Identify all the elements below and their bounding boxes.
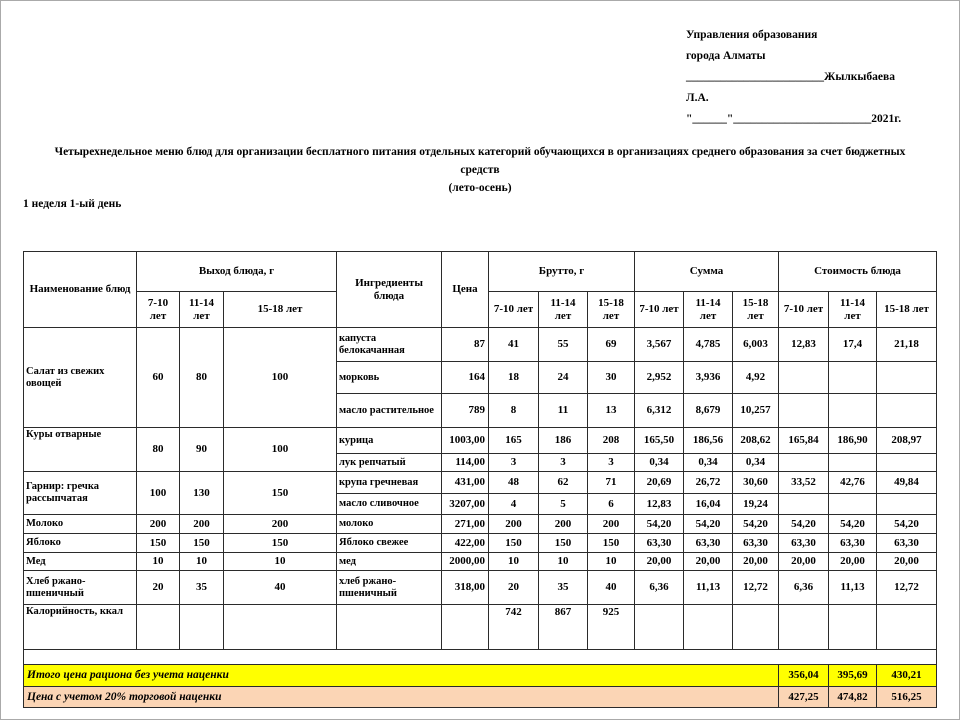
cost-cell: 11,13 — [829, 571, 877, 605]
yield-cell: 100 — [224, 328, 337, 428]
summary-value-cell: 427,25 — [779, 687, 829, 708]
sum-cell: 20,00 — [733, 553, 779, 571]
approval-line: Управления образования — [686, 29, 818, 41]
col-header-cost: Стоимость блюда — [779, 252, 937, 292]
dish-cell: Куры отварные — [24, 428, 137, 472]
yield-cell: 200 — [137, 515, 180, 534]
sum-cell — [733, 605, 779, 650]
age-header: 15-18 лет — [588, 292, 635, 328]
summary-value-cell: 356,04 — [779, 665, 829, 687]
ingredient-cell: лук репчатый — [337, 454, 442, 472]
sum-cell: 20,00 — [635, 553, 684, 571]
summary-label-cell: Итого цена рациона без учета наценки — [24, 665, 779, 687]
brutto-cell: 55 — [539, 328, 588, 362]
yield-cell: 100 — [224, 428, 337, 472]
brutto-cell: 208 — [588, 428, 635, 454]
cost-cell — [829, 605, 877, 650]
brutto-cell: 10 — [489, 553, 539, 571]
cost-cell — [829, 454, 877, 472]
brutto-cell: 18 — [489, 362, 539, 394]
sum-cell: 63,30 — [733, 534, 779, 553]
sum-cell: 3,936 — [684, 362, 733, 394]
price-cell: 3207,00 — [442, 494, 489, 515]
brutto-cell: 30 — [588, 362, 635, 394]
yield-cell: 10 — [224, 553, 337, 571]
sum-cell: 8,679 — [684, 394, 733, 428]
dish-cell: Яблоко — [24, 534, 137, 553]
brutto-cell: 150 — [539, 534, 588, 553]
ingredient-cell: крупа гречневая — [337, 472, 442, 494]
sum-cell: 19,24 — [733, 494, 779, 515]
yield-cell: 10 — [180, 553, 224, 571]
table-row — [24, 534, 937, 553]
brutto-cell: 48 — [489, 472, 539, 494]
approval-line: ________________________Жылкыбаева — [686, 71, 895, 83]
yield-cell: 80 — [137, 428, 180, 472]
yield-cell: 150 — [137, 534, 180, 553]
cost-cell: 49,84 — [877, 472, 937, 494]
table-row — [24, 428, 937, 454]
approval-line: Л.А. — [686, 92, 709, 104]
dish-cell: Гарнир: гречка рассыпчатая — [24, 472, 137, 515]
sum-cell: 11,13 — [684, 571, 733, 605]
ingredient-cell: мед — [337, 553, 442, 571]
ingredient-cell: капуста белокачанная — [337, 328, 442, 362]
ingredient-cell: молоко — [337, 515, 442, 534]
cost-cell: 12,83 — [779, 328, 829, 362]
cost-cell — [779, 454, 829, 472]
ingredient-cell: масло сливочное — [337, 494, 442, 515]
sum-cell — [684, 605, 733, 650]
sum-cell — [635, 605, 684, 650]
price-cell: 431,00 — [442, 472, 489, 494]
col-header-ingredients: Ингредиенты блюда — [337, 252, 442, 328]
cost-cell — [779, 494, 829, 515]
table-row — [24, 553, 937, 571]
age-header: 11-14 лет — [684, 292, 733, 328]
cost-cell: 54,20 — [829, 515, 877, 534]
summary-value-cell: 430,21 — [877, 665, 937, 687]
cost-cell: 63,30 — [877, 534, 937, 553]
sum-cell: 0,34 — [635, 454, 684, 472]
price-cell: 271,00 — [442, 515, 489, 534]
sum-cell: 10,257 — [733, 394, 779, 428]
table-row — [24, 515, 937, 534]
summary-value-cell: 395,69 — [829, 665, 877, 687]
cost-cell: 63,30 — [779, 534, 829, 553]
cost-cell: 20,00 — [779, 553, 829, 571]
yield-cell: 35 — [180, 571, 224, 605]
cost-cell: 12,72 — [877, 571, 937, 605]
brutto-cell: 6 — [588, 494, 635, 515]
brutto-cell: 150 — [489, 534, 539, 553]
yield-cell: 80 — [180, 328, 224, 428]
price-cell: 422,00 — [442, 534, 489, 553]
cost-cell: 54,20 — [877, 515, 937, 534]
sum-cell: 4,785 — [684, 328, 733, 362]
brutto-cell: 62 — [539, 472, 588, 494]
cost-cell: 20,00 — [877, 553, 937, 571]
yield-cell: 60 — [137, 328, 180, 428]
brutto-cell: 3 — [588, 454, 635, 472]
sum-cell: 54,20 — [733, 515, 779, 534]
cost-cell — [877, 494, 937, 515]
age-header: 7-10 лет — [489, 292, 539, 328]
sum-cell: 6,36 — [635, 571, 684, 605]
brutto-cell: 3 — [489, 454, 539, 472]
ingredient-cell: курица — [337, 428, 442, 454]
table-row — [24, 328, 937, 362]
price-cell: 164 — [442, 362, 489, 394]
brutto-cell: 3 — [539, 454, 588, 472]
brutto-cell: 20 — [489, 571, 539, 605]
document-title — [41, 143, 919, 197]
yield-cell: 100 — [137, 472, 180, 515]
summary-label-cell: Цена с учетом 20% торговой наценки — [24, 687, 779, 708]
approval-block — [686, 25, 926, 130]
sum-cell: 20,00 — [684, 553, 733, 571]
brutto-cell: 10 — [539, 553, 588, 571]
brutto-cell: 8 — [489, 394, 539, 428]
cost-cell — [877, 605, 937, 650]
yield-cell: 90 — [180, 428, 224, 472]
age-header: 11-14 лет — [180, 292, 224, 328]
sum-cell: 4,92 — [733, 362, 779, 394]
cost-cell — [829, 494, 877, 515]
price-cell: 114,00 — [442, 454, 489, 472]
col-header-price: Цена — [442, 252, 489, 328]
cost-cell — [779, 394, 829, 428]
yield-cell: 200 — [180, 515, 224, 534]
price-cell: 789 — [442, 394, 489, 428]
sum-cell: 20,69 — [635, 472, 684, 494]
age-header: 7-10 лет — [137, 292, 180, 328]
cost-cell: 54,20 — [779, 515, 829, 534]
brutto-cell: 200 — [588, 515, 635, 534]
cost-cell — [877, 362, 937, 394]
week-label: 1 неделя 1-ый день — [23, 198, 122, 210]
menu-table — [23, 251, 937, 708]
sum-cell: 6,003 — [733, 328, 779, 362]
summary-value-cell: 474,82 — [829, 687, 877, 708]
price-cell: 1003,00 — [442, 428, 489, 454]
brutto-cell: 71 — [588, 472, 635, 494]
brutto-cell: 11 — [539, 394, 588, 428]
summary-row-total — [24, 665, 937, 687]
sum-cell: 12,83 — [635, 494, 684, 515]
price-cell — [442, 605, 489, 650]
brutto-cell: 867 — [539, 605, 588, 650]
spacer-cell — [24, 650, 937, 665]
yield-cell — [137, 605, 180, 650]
approval-line: "______"________________________2021г. — [686, 113, 902, 125]
col-header-brutto: Брутто, г — [489, 252, 635, 292]
sum-cell: 0,34 — [684, 454, 733, 472]
sum-cell: 2,952 — [635, 362, 684, 394]
age-header: 15-18 лет — [877, 292, 937, 328]
sum-cell: 3,567 — [635, 328, 684, 362]
cost-cell: 42,76 — [829, 472, 877, 494]
cost-cell: 17,4 — [829, 328, 877, 362]
yield-cell: 200 — [224, 515, 337, 534]
brutto-cell: 186 — [539, 428, 588, 454]
brutto-cell: 41 — [489, 328, 539, 362]
age-header: 15-18 лет — [224, 292, 337, 328]
sum-cell: 30,60 — [733, 472, 779, 494]
brutto-cell: 69 — [588, 328, 635, 362]
sum-cell: 12,72 — [733, 571, 779, 605]
brutto-cell: 24 — [539, 362, 588, 394]
dish-cell: Салат из свежих овощей — [24, 328, 137, 428]
brutto-cell: 925 — [588, 605, 635, 650]
sum-cell: 0,34 — [733, 454, 779, 472]
approval-line: города Алматы — [686, 50, 766, 62]
col-header-sum: Сумма — [635, 252, 779, 292]
ingredient-cell: морковь — [337, 362, 442, 394]
brutto-cell: 200 — [489, 515, 539, 534]
brutto-cell: 40 — [588, 571, 635, 605]
brutto-cell: 4 — [489, 494, 539, 515]
col-header-dish: Наименование блюд — [24, 252, 137, 328]
header-row-1 — [24, 252, 937, 292]
cost-cell — [829, 394, 877, 428]
brutto-cell: 200 — [539, 515, 588, 534]
title-season: (лето-осень) — [448, 182, 512, 194]
ingredient-cell: масло растительное — [337, 394, 442, 428]
brutto-cell: 10 — [588, 553, 635, 571]
yield-cell — [224, 605, 337, 650]
age-header: 11-14 лет — [829, 292, 877, 328]
cost-cell: 165,84 — [779, 428, 829, 454]
price-cell: 318,00 — [442, 571, 489, 605]
table-row — [24, 472, 937, 494]
brutto-cell: 742 — [489, 605, 539, 650]
cost-cell: 63,30 — [829, 534, 877, 553]
cost-cell: 6,36 — [779, 571, 829, 605]
sum-cell: 63,30 — [684, 534, 733, 553]
cost-cell: 186,90 — [829, 428, 877, 454]
yield-cell: 40 — [224, 571, 337, 605]
brutto-cell: 13 — [588, 394, 635, 428]
yield-cell — [180, 605, 224, 650]
dish-cell: Мед — [24, 553, 137, 571]
cost-cell — [877, 454, 937, 472]
dish-cell: Молоко — [24, 515, 137, 534]
yield-cell: 150 — [224, 472, 337, 515]
price-cell: 2000,00 — [442, 553, 489, 571]
sum-cell: 54,20 — [635, 515, 684, 534]
table-row — [24, 571, 937, 605]
col-header-yield: Выход блюда, г — [137, 252, 337, 292]
ingredient-cell: Яблоко свежее — [337, 534, 442, 553]
summary-row-markup — [24, 687, 937, 708]
cost-cell: 21,18 — [877, 328, 937, 362]
sum-cell: 63,30 — [635, 534, 684, 553]
title-main: Четырехнедельное меню блюд для организации бесплатного питания отдельных категорий обучающихся в организациях среднего образования за счет бюджетных средств — [54, 146, 906, 176]
yield-cell: 20 — [137, 571, 180, 605]
cost-cell: 33,52 — [779, 472, 829, 494]
summary-value-cell: 516,25 — [877, 687, 937, 708]
sum-cell: 6,312 — [635, 394, 684, 428]
brutto-cell: 5 — [539, 494, 588, 515]
yield-cell: 130 — [180, 472, 224, 515]
brutto-cell: 150 — [588, 534, 635, 553]
brutto-cell: 165 — [489, 428, 539, 454]
sum-cell: 165,50 — [635, 428, 684, 454]
sum-cell: 186,56 — [684, 428, 733, 454]
cost-cell — [829, 362, 877, 394]
ingredient-cell: хлеб ржано-пшеничный — [337, 571, 442, 605]
yield-cell: 150 — [224, 534, 337, 553]
spacer-row — [24, 650, 937, 665]
ingredient-cell — [337, 605, 442, 650]
cost-cell: 208,97 — [877, 428, 937, 454]
yield-cell: 10 — [137, 553, 180, 571]
dish-cell: Калорийность, ккал — [24, 605, 137, 650]
dish-cell: Хлеб ржано-пшеничный — [24, 571, 137, 605]
cost-cell — [779, 605, 829, 650]
age-header: 7-10 лет — [779, 292, 829, 328]
sum-cell: 26,72 — [684, 472, 733, 494]
age-header: 11-14 лет — [539, 292, 588, 328]
table-row — [24, 605, 937, 650]
sum-cell: 16,04 — [684, 494, 733, 515]
cost-cell: 20,00 — [829, 553, 877, 571]
cost-cell — [779, 362, 829, 394]
sum-cell: 208,62 — [733, 428, 779, 454]
yield-cell: 150 — [180, 534, 224, 553]
brutto-cell: 35 — [539, 571, 588, 605]
age-header: 15-18 лет — [733, 292, 779, 328]
sum-cell: 54,20 — [684, 515, 733, 534]
price-cell: 87 — [442, 328, 489, 362]
cost-cell — [877, 394, 937, 428]
age-header: 7-10 лет — [635, 292, 684, 328]
